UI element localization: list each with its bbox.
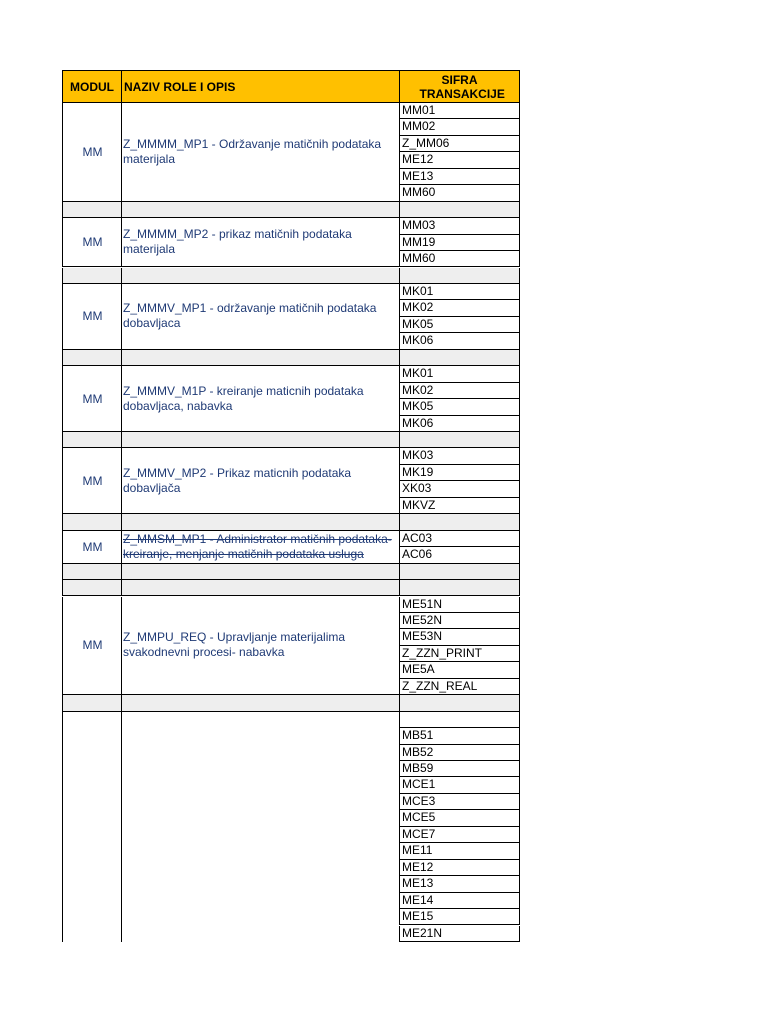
- transaction-code-cell[interactable]: MK19: [399, 465, 520, 481]
- transaction-code-cell[interactable]: ME13: [399, 169, 520, 185]
- role-description-cell[interactable]: Z_MMMV_M1P - kreiranje maticnih podataka dobavljaca, nabavka: [121, 366, 400, 432]
- transaction-code-cell[interactable]: MK06: [399, 416, 520, 432]
- separator-cell: [121, 514, 400, 530]
- transaction-code-cell[interactable]: ME53N: [399, 629, 520, 645]
- transaction-code-cell[interactable]: AC06: [399, 547, 520, 563]
- transaction-code-cell[interactable]: AC03: [399, 531, 520, 547]
- module-cell[interactable]: MM: [62, 597, 122, 696]
- transaction-code-cell[interactable]: ME52N: [399, 613, 520, 629]
- transaction-code-cell[interactable]: MB51: [399, 728, 520, 744]
- transaction-code-cell[interactable]: Z_ZZN_REAL: [399, 679, 520, 695]
- separator-cell: [62, 580, 122, 596]
- separator-code-cell: [399, 202, 520, 218]
- transaction-code-cell[interactable]: MCE5: [399, 810, 520, 826]
- separator-code-cell: [399, 564, 520, 580]
- module-cell[interactable]: [62, 712, 122, 942]
- transaction-code-cell[interactable]: XK03: [399, 481, 520, 497]
- separator-code-cell: [399, 580, 520, 596]
- module-cell[interactable]: MM: [62, 218, 122, 267]
- separator-code-cell: [399, 514, 520, 530]
- separator-cell: [62, 432, 122, 448]
- transaction-code-cell[interactable]: MM60: [399, 185, 520, 201]
- transaction-code-cell[interactable]: MK05: [399, 399, 520, 415]
- separator-code-cell: [399, 350, 520, 366]
- transaction-code-cell[interactable]: ME13: [399, 876, 520, 892]
- header-sifra-label: SIFRA TRANSAKCIJE: [419, 72, 505, 101]
- transaction-code-cell[interactable]: ME11: [399, 843, 520, 859]
- role-description-cell[interactable]: Z_MMPU_REQ - Upravljanje materijalima svakodnevni procesi- nabavka: [121, 597, 400, 696]
- role-description-cell[interactable]: [121, 712, 400, 942]
- transaction-code-cell[interactable]: MK01: [399, 284, 520, 300]
- role-description-cell[interactable]: Z_MMMV_MP1 - održavanje matičnih podataka dobavljaca: [121, 284, 400, 350]
- transaction-code-cell[interactable]: MM03: [399, 218, 520, 234]
- module-cell[interactable]: MM: [62, 284, 122, 350]
- separator-cell: [62, 564, 122, 580]
- transaction-code-cell[interactable]: MK01: [399, 366, 520, 382]
- transaction-code-cell[interactable]: MM02: [399, 119, 520, 135]
- transaction-code-cell[interactable]: ME15: [399, 909, 520, 925]
- transaction-code-cell[interactable]: MK05: [399, 317, 520, 333]
- transaction-code-cell[interactable]: ME21N: [399, 926, 520, 942]
- separator-cell: [62, 268, 122, 284]
- separator-cell: [121, 695, 400, 711]
- separator-cell: [62, 514, 122, 530]
- transaction-code-cell[interactable]: [399, 712, 520, 728]
- header-modul[interactable]: MODUL: [62, 70, 122, 103]
- transaction-code-cell[interactable]: MCE7: [399, 827, 520, 843]
- transaction-code-cell[interactable]: MM19: [399, 235, 520, 251]
- transaction-code-cell[interactable]: MK02: [399, 300, 520, 316]
- header-sifra[interactable]: [399, 70, 520, 103]
- module-cell[interactable]: MM: [62, 366, 122, 432]
- module-cell[interactable]: MM: [62, 103, 122, 202]
- role-description-cell[interactable]: Z_MMMM_MP1 - Održavanje matičnih podataka materijala: [121, 103, 400, 202]
- module-cell[interactable]: MM: [62, 448, 122, 514]
- role-description-cell[interactable]: Z_MMSM_MP1 - Administrator matičnih podataka-kreiranje, menjanje matičnih podataka usluga: [121, 531, 400, 564]
- transaction-code-cell[interactable]: Z_ZZN_PRINT: [399, 646, 520, 662]
- transaction-code-cell[interactable]: MK02: [399, 383, 520, 399]
- separator-code-cell: [399, 432, 520, 448]
- module-cell[interactable]: MM: [62, 531, 122, 564]
- separator-cell: [121, 432, 400, 448]
- transaction-code-cell[interactable]: MM60: [399, 251, 520, 267]
- role-table: [62, 70, 520, 942]
- role-description-cell[interactable]: Z_MMMV_MP2 - Prikaz maticnih podataka dobavljača: [121, 448, 400, 514]
- transaction-code-cell[interactable]: ME14: [399, 893, 520, 909]
- transaction-code-cell[interactable]: MCE3: [399, 794, 520, 810]
- transaction-code-cell[interactable]: ME5A: [399, 662, 520, 678]
- transaction-code-cell[interactable]: Z_MM06: [399, 136, 520, 152]
- separator-cell: [121, 564, 400, 580]
- separator-cell: [62, 202, 122, 218]
- header-naziv[interactable]: NAZIV ROLE I OPIS: [121, 70, 400, 103]
- transaction-code-cell[interactable]: MCE1: [399, 777, 520, 793]
- transaction-code-cell[interactable]: ME12: [399, 860, 520, 876]
- transaction-code-cell[interactable]: ME51N: [399, 597, 520, 613]
- separator-cell: [62, 350, 122, 366]
- transaction-code-cell[interactable]: MK03: [399, 448, 520, 464]
- separator-cell: [121, 202, 400, 218]
- transaction-code-cell[interactable]: MKVZ: [399, 498, 520, 514]
- separator-code-cell: [399, 268, 520, 284]
- transaction-code-cell[interactable]: ME12: [399, 152, 520, 168]
- separator-cell: [121, 350, 400, 366]
- transaction-code-cell[interactable]: MK06: [399, 333, 520, 349]
- transaction-code-cell[interactable]: MB52: [399, 745, 520, 761]
- separator-cell: [121, 580, 400, 596]
- separator-cell: [121, 268, 400, 284]
- transaction-code-cell[interactable]: MM01: [399, 103, 520, 119]
- transaction-code-cell[interactable]: MB59: [399, 761, 520, 777]
- separator-cell: [62, 695, 122, 711]
- role-description-cell[interactable]: Z_MMMM_MP2 - prikaz matičnih podataka materijala: [121, 218, 400, 267]
- separator-code-cell: [399, 695, 520, 711]
